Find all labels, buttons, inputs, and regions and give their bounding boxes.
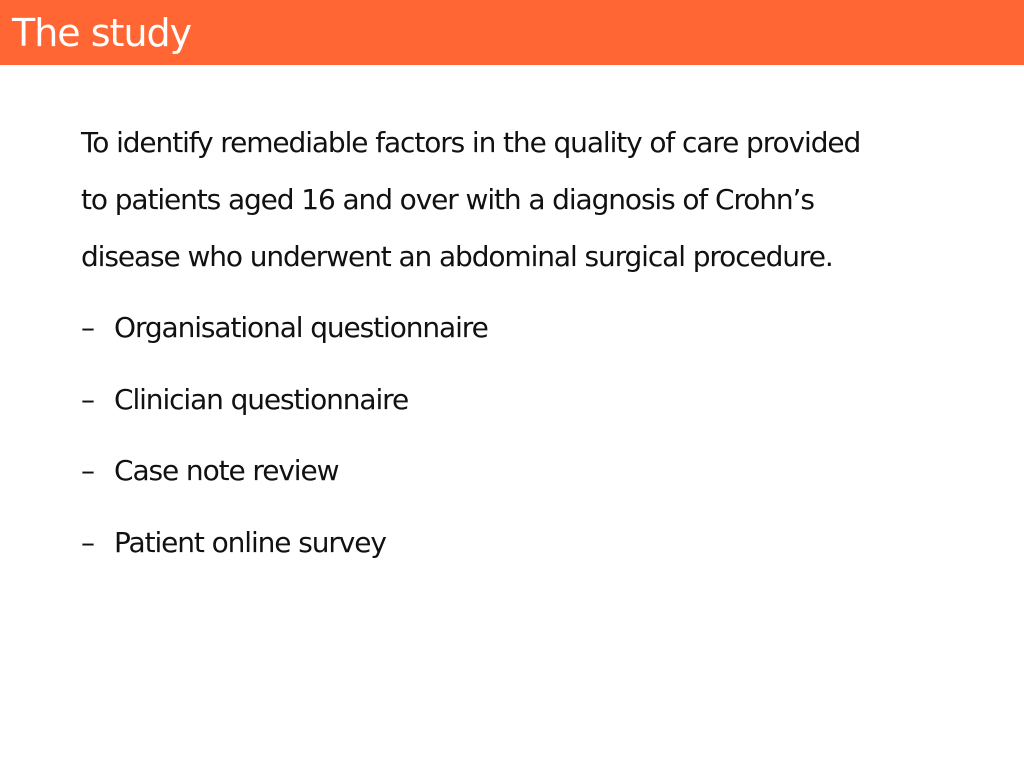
intro-line: to patients aged 16 and over with a diagnosis of Crohn’s xyxy=(81,183,814,216)
intro-line: disease who underwent an abdominal surgical procedure. xyxy=(81,240,833,273)
dash-bullet: – xyxy=(81,382,94,416)
list-item-label: Clinician questionnaire xyxy=(114,382,409,416)
dash-bullet: – xyxy=(81,454,94,487)
intro-paragraph xyxy=(81,114,941,285)
slide-title: The study xyxy=(12,11,192,55)
intro-line: To identify remediable factors in the quality of care provided xyxy=(81,126,861,159)
list-item-label: Patient online survey xyxy=(114,525,386,559)
title-bar xyxy=(0,0,1024,65)
list-item-label: Organisational questionnaire xyxy=(114,311,488,344)
list-item xyxy=(81,300,488,372)
list-item xyxy=(81,372,488,444)
dash-bullet: – xyxy=(81,311,94,344)
list-item xyxy=(81,443,488,515)
method-list xyxy=(81,300,488,586)
dash-bullet: – xyxy=(81,525,94,559)
list-item-label: Case note review xyxy=(114,454,339,487)
list-item xyxy=(81,515,488,587)
